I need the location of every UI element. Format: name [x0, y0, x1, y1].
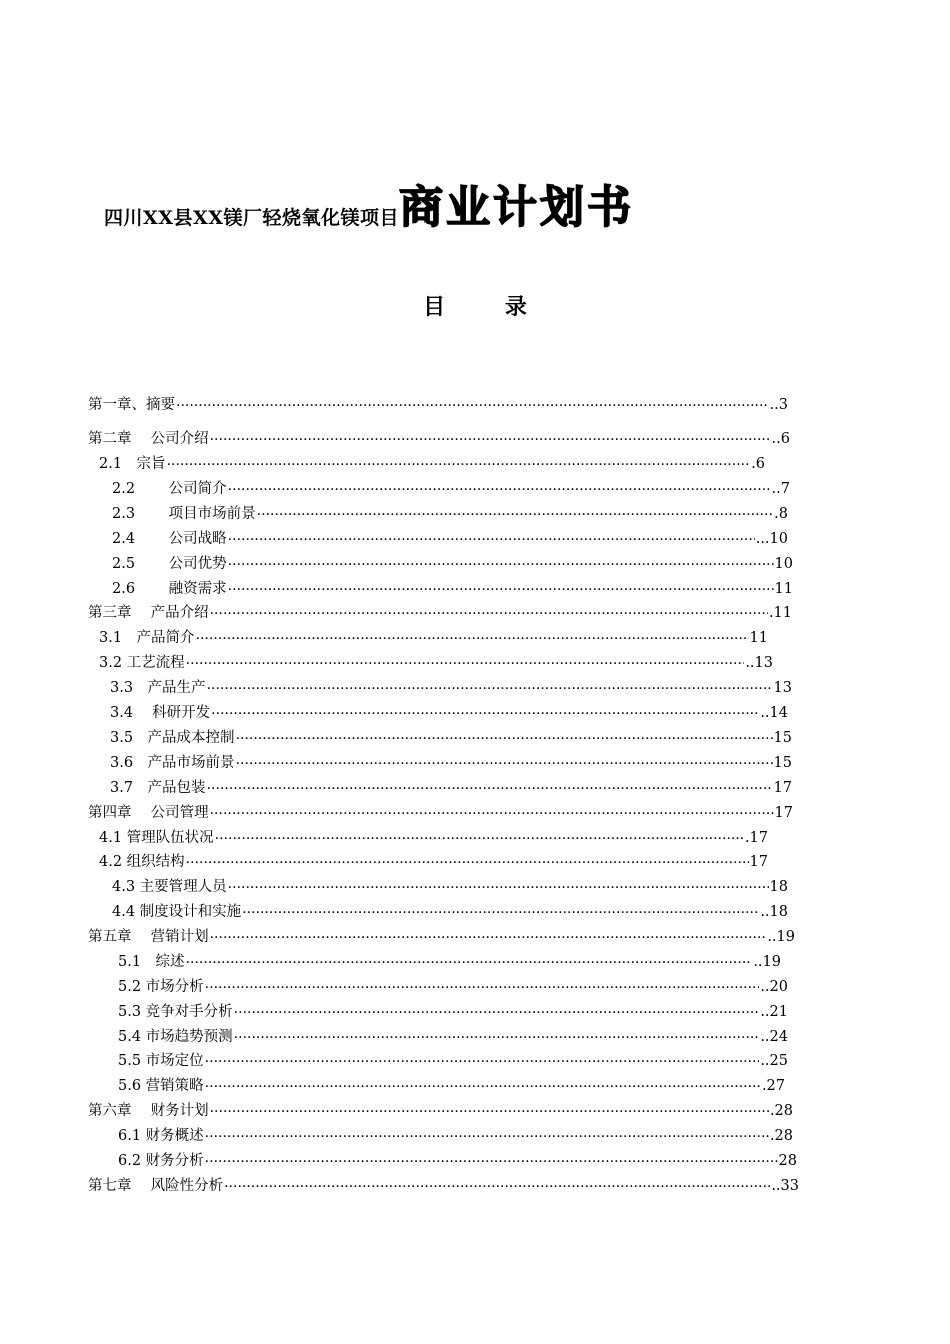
toc-entry-page: ..13: [745, 655, 773, 671]
toc-entry-page: 17: [774, 805, 793, 821]
toc-entry-page: ..33: [771, 1178, 799, 1194]
toc-entry[interactable]: [118, 950, 781, 972]
toc-entry-label: 6.2 财务分析: [118, 1153, 204, 1169]
toc-entry-label: 3.1 产品简介: [99, 630, 195, 646]
toc-dot-leader: [167, 454, 751, 474]
toc-entry[interactable]: [88, 1099, 793, 1121]
toc-entry-page: 10: [774, 556, 793, 572]
toc-dot-leader: [236, 753, 773, 773]
toc-entry[interactable]: [99, 452, 765, 474]
toc-dot-leader: [215, 828, 744, 848]
toc-entry-page: ..19: [767, 929, 795, 945]
toc-entry[interactable]: [88, 427, 790, 449]
toc-dot-leader: [186, 653, 745, 673]
toc-heading: 目 录: [423, 294, 553, 320]
toc-entry-page: 15: [773, 730, 792, 746]
toc-dot-leader: [186, 852, 749, 872]
toc-dot-leader: [228, 529, 755, 549]
toc-entry[interactable]: [118, 1074, 785, 1096]
toc-dot-leader: [205, 1051, 760, 1071]
toc-entry[interactable]: [110, 726, 792, 748]
toc-entry-label: 3.3 产品生产: [110, 680, 206, 696]
toc-entry-label: 第五章 营销计划: [88, 929, 209, 945]
toc-entry-page: 28: [778, 1153, 797, 1169]
toc-dot-leader: [205, 1151, 778, 1171]
toc-entry-page: 15: [773, 755, 792, 771]
toc-entry[interactable]: [118, 1149, 797, 1171]
toc-entry[interactable]: [110, 701, 788, 723]
toc-entry-page: ..19: [753, 954, 781, 970]
toc-entry-label: 第三章 产品介绍: [88, 605, 209, 621]
toc-entry[interactable]: [99, 850, 768, 872]
toc-entry[interactable]: [118, 1025, 788, 1047]
toc-entry-page: .8: [774, 506, 788, 522]
toc-dot-leader: [186, 952, 753, 972]
toc-entry-page: ..25: [760, 1053, 788, 1069]
toc-entry-page: .11: [768, 605, 792, 621]
toc-entry-page: .28: [769, 1128, 793, 1144]
toc-entry[interactable]: [88, 801, 793, 823]
toc-dot-leader: [207, 778, 773, 798]
toc-entry-page: 17: [749, 854, 768, 870]
toc-entry[interactable]: [99, 626, 768, 648]
toc-entry-page: 13: [773, 680, 792, 696]
toc-dot-leader: [224, 1176, 770, 1196]
toc-entry[interactable]: [112, 477, 790, 499]
toc-dot-leader: [210, 803, 774, 823]
toc-entry[interactable]: [99, 651, 773, 673]
toc-entry-label: 3.2 工艺流程: [99, 655, 185, 671]
document-title: [104, 182, 634, 234]
toc-entry-label: 2.1 宗旨: [99, 456, 166, 472]
toc-entry-label: 2.3 项目市场前景: [112, 506, 256, 522]
document-title-prefix: 四川XX县XX镁厂轻烧氧化镁项目: [104, 207, 399, 229]
toc-entry-label: 第七章 风险性分析: [88, 1178, 224, 1194]
toc-dot-leader: [205, 977, 760, 997]
toc-entry-label: 3.4 科研开发: [110, 705, 211, 721]
toc-dot-leader: [257, 504, 773, 524]
toc-entry-label: 6.1 财务概述: [118, 1128, 204, 1144]
toc-entry-page: ..20: [760, 979, 788, 995]
toc-dot-leader: [211, 703, 759, 723]
toc-entry[interactable]: [99, 826, 768, 848]
toc-entry[interactable]: [112, 875, 788, 897]
toc-entry-label: 第六章 财务计划: [88, 1103, 209, 1119]
toc-entry-page: ..6: [771, 431, 790, 447]
toc-entry-page: .17: [744, 830, 768, 846]
toc-entry-label: 3.6 产品市场前景: [110, 755, 235, 771]
toc-dot-leader: [234, 1002, 760, 1022]
toc-entry[interactable]: [110, 776, 792, 798]
toc-entry-label: 5.5 市场定位: [118, 1053, 204, 1069]
toc-entry-label: 5.4 市场趋势预测: [118, 1029, 233, 1045]
toc-entry[interactable]: [88, 393, 788, 415]
toc-dot-leader: [236, 728, 773, 748]
toc-entry[interactable]: [88, 925, 795, 947]
toc-entry-label: 第一章、摘要: [88, 397, 175, 413]
toc-entry-label: 5.2 市场分析: [118, 979, 204, 995]
toc-entry[interactable]: [118, 1000, 788, 1022]
toc-dot-leader: [196, 628, 749, 648]
toc-entry[interactable]: [118, 975, 788, 997]
toc-entry-label: 4.2 组织结构: [99, 854, 185, 870]
toc-entry-label: 4.4 制度设计和实施: [112, 904, 242, 920]
toc-entry-label: 3.7 产品包装: [110, 780, 206, 796]
toc-entry-page: ..18: [760, 904, 788, 920]
toc-dot-leader: [210, 429, 771, 449]
toc-entry-page: ..21: [760, 1004, 788, 1020]
toc-entry-label: 3.5 产品成本控制: [110, 730, 235, 746]
toc-dot-leader: [176, 395, 769, 415]
toc-dot-leader: [210, 927, 767, 947]
document-title-main: 商业计划书: [398, 182, 634, 233]
toc-entry[interactable]: [110, 676, 792, 698]
toc-entry-label: 2.4 公司战略: [112, 531, 227, 547]
toc-entry-label: 5.1 综述: [118, 954, 185, 970]
toc-entry-page: ..3: [769, 397, 788, 413]
toc-entry[interactable]: [112, 577, 793, 599]
toc-entry-label: 第四章 公司管理: [88, 805, 209, 821]
toc-dot-leader: [205, 1126, 769, 1146]
toc-entry-label: 2.6 融资需求: [112, 581, 227, 597]
toc-entry[interactable]: [110, 751, 792, 773]
toc-dot-leader: [205, 1076, 761, 1096]
toc-entry[interactable]: [88, 1174, 799, 1196]
toc-entry-page: ..24: [760, 1029, 788, 1045]
toc-entry-page: 11: [749, 630, 768, 646]
toc-dot-leader: [234, 1027, 760, 1047]
toc-entry[interactable]: [112, 502, 788, 524]
toc-dot-leader: [242, 902, 759, 922]
toc-entry-page: .6: [751, 456, 765, 472]
toc-entry-label: 5.3 竞争对手分析: [118, 1004, 233, 1020]
toc-entry[interactable]: [112, 527, 788, 549]
toc-entry-page: .27: [761, 1078, 785, 1094]
toc-entry-page: 18: [769, 879, 788, 895]
toc-entry-label: 第二章 公司介绍: [88, 431, 209, 447]
toc-entry-label: 4.1 管理队伍状况: [99, 830, 214, 846]
toc-entry-label: 2.2 公司简介: [112, 481, 227, 497]
toc-entry-label: 4.3 主要管理人员: [112, 879, 227, 895]
toc-entry-page: 17: [773, 780, 792, 796]
toc-dot-leader: [210, 1101, 769, 1121]
toc-dot-leader: [228, 579, 774, 599]
toc-dot-leader: [210, 603, 768, 623]
toc-entry[interactable]: [118, 1049, 788, 1071]
toc-entry-page: ...10: [755, 531, 788, 547]
toc-entry-page: ..7: [771, 481, 790, 497]
toc-dot-leader: [207, 678, 773, 698]
toc-entry[interactable]: [112, 900, 788, 922]
toc-dot-leader: [228, 554, 774, 574]
toc-entry-label: 5.6 营销策略: [118, 1078, 204, 1094]
toc-entry-page: 11: [774, 581, 793, 597]
toc-entry[interactable]: [118, 1124, 793, 1146]
toc-dot-leader: [228, 877, 769, 897]
toc-entry[interactable]: [112, 552, 793, 574]
toc-entry-page: ..14: [760, 705, 788, 721]
toc-entry[interactable]: [88, 601, 792, 623]
toc-entry-label: 2.5 公司优势: [112, 556, 227, 572]
toc-entry-page: .28: [769, 1103, 793, 1119]
toc-dot-leader: [228, 479, 771, 499]
